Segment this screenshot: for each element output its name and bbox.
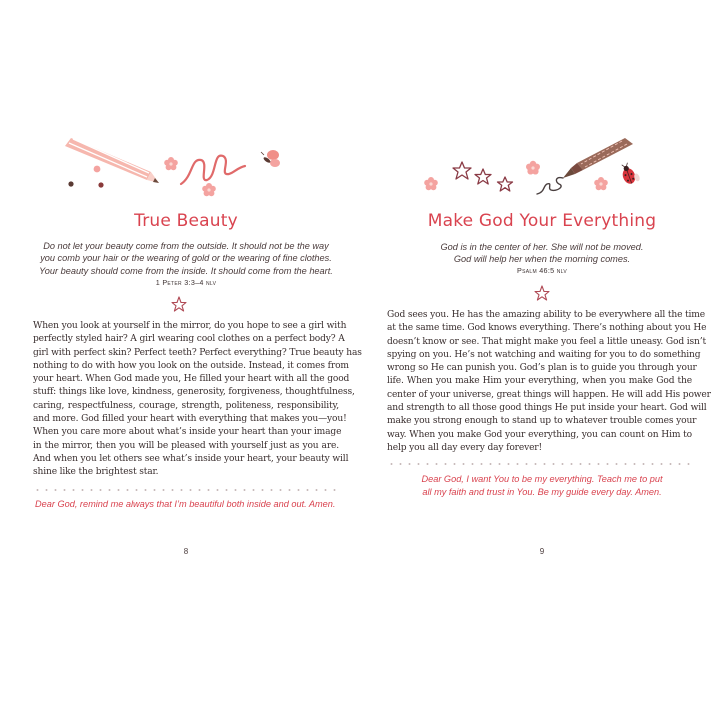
body-line: wrong so He can punish you. God’s plan is to guide you through your [387,363,697,374]
dot-icon [68,181,73,186]
star-icon [534,285,550,301]
scripture-verse [397,241,687,266]
body-line: center of your universe, great things will happen. He will add His power [387,389,711,400]
ladybug-icon [619,161,641,186]
body-line: at the same time. God knows everything. There’s nothing about you He [387,323,707,334]
body-line: way. When you make God your everything, you can count on Him to [387,429,692,440]
prayer-line: all my faith and trust in You. Be my guide every day. Amen. [422,486,662,497]
flower-icon [164,157,178,170]
dotted-separator [33,489,339,491]
body-line: caring, respectfulness, courage, strength, politeness, responsibility, [33,400,339,411]
dot-icon [98,182,103,187]
scripture-reference: 1 Peter 3:3–4 nlv [155,278,217,287]
body-line: life. When you make Him your everything, when you make God the [387,376,692,387]
star-icon [453,162,471,179]
body-line: help you all day every day forever! [387,442,543,453]
left-illustration [33,136,339,200]
body-line: girl with perfect skin? Perfect teeth? Perfect everything? True beauty has [33,347,362,358]
prayer [397,473,687,498]
body-line: your heart. When God made you, He filled your heart with all the good [33,374,350,385]
body-line: perfectly styled hair? A girl wearing cool clothes on a perfect body? A [33,334,345,345]
devotional-body [387,309,711,455]
page-number: 9 [539,547,545,556]
butterfly-icon [261,150,280,167]
page-number: 8 [183,547,189,556]
flower-icon [594,177,608,190]
page-title: True Beauty [134,211,238,231]
body-line: make you strong enough to stand up to whatever trouble comes your [387,416,697,427]
star-icon [498,177,513,191]
scripture-reference: Psalm 46:5 nlv [517,266,567,275]
page-title: Make God Your Everything [427,211,657,231]
star-icon [171,296,187,312]
squiggle-icon [181,156,245,184]
body-line: shine like the brightest star. [33,467,159,478]
body-line: in the mirror, then you will be pleased with yourself just as you are. [33,440,339,451]
body-line: doesn’t know or see. That might make you feel a little uneasy. God isn’t [387,336,706,347]
dotted-separator [387,463,692,465]
prayer-line: Dear God, I want You to be my everything. Teach me to put [421,474,663,484]
verse-line: God is in the center of her. She will not be moved. [440,242,644,252]
left-page [33,0,362,720]
prayer [35,498,341,511]
body-line: When you care more about what’s inside your heart than your image [33,427,342,438]
body-line: stuff: things like love, kindness, generosity, forgiveness, thoughtfulness, [33,387,355,398]
dot-icon [94,166,101,173]
pencil-icon [65,138,159,183]
body-line: God sees you. He has the amazing ability to be everywhere all the time [387,310,706,320]
flower-icon [526,161,540,175]
body-line: and more. God filled your heart with everything that makes you—you! [33,414,347,425]
devotional-body [33,320,362,480]
verse-line: you comb your hair or the wearing of gold or the wearing of fine clothes. [40,253,332,264]
squiggle-icon [537,178,563,194]
prayer-line: Dear God, remind me always that I’m beautiful both inside and out. Amen. [35,499,336,509]
body-line: spying on you. He’s not watching and waiting for you to do something [387,349,701,360]
scripture-verse [33,240,339,277]
star-icon [475,169,491,184]
verse-line: Do not let your beauty come from the outside. It should not be the way [43,241,329,251]
verse-line: God will help her when the morning comes. [453,254,631,265]
body-line: When you look at yourself in the mirror, do you hope to see a girl with [33,321,347,331]
right-illustration [397,136,687,200]
marker-pen-icon [563,138,633,178]
body-line: and strength to all those good things He put inside your heart. God will [387,403,707,414]
right-page [387,0,711,720]
body-line: And when you let others see what’s inside your heart, your beauty will [33,453,349,464]
flower-icon [424,177,438,190]
body-line: nothing to do with how you look on the outside. Instead, it comes from [33,360,349,371]
verse-line: Your beauty should come from the inside. It should come from the heart. [39,265,333,276]
flower-icon [202,183,216,196]
